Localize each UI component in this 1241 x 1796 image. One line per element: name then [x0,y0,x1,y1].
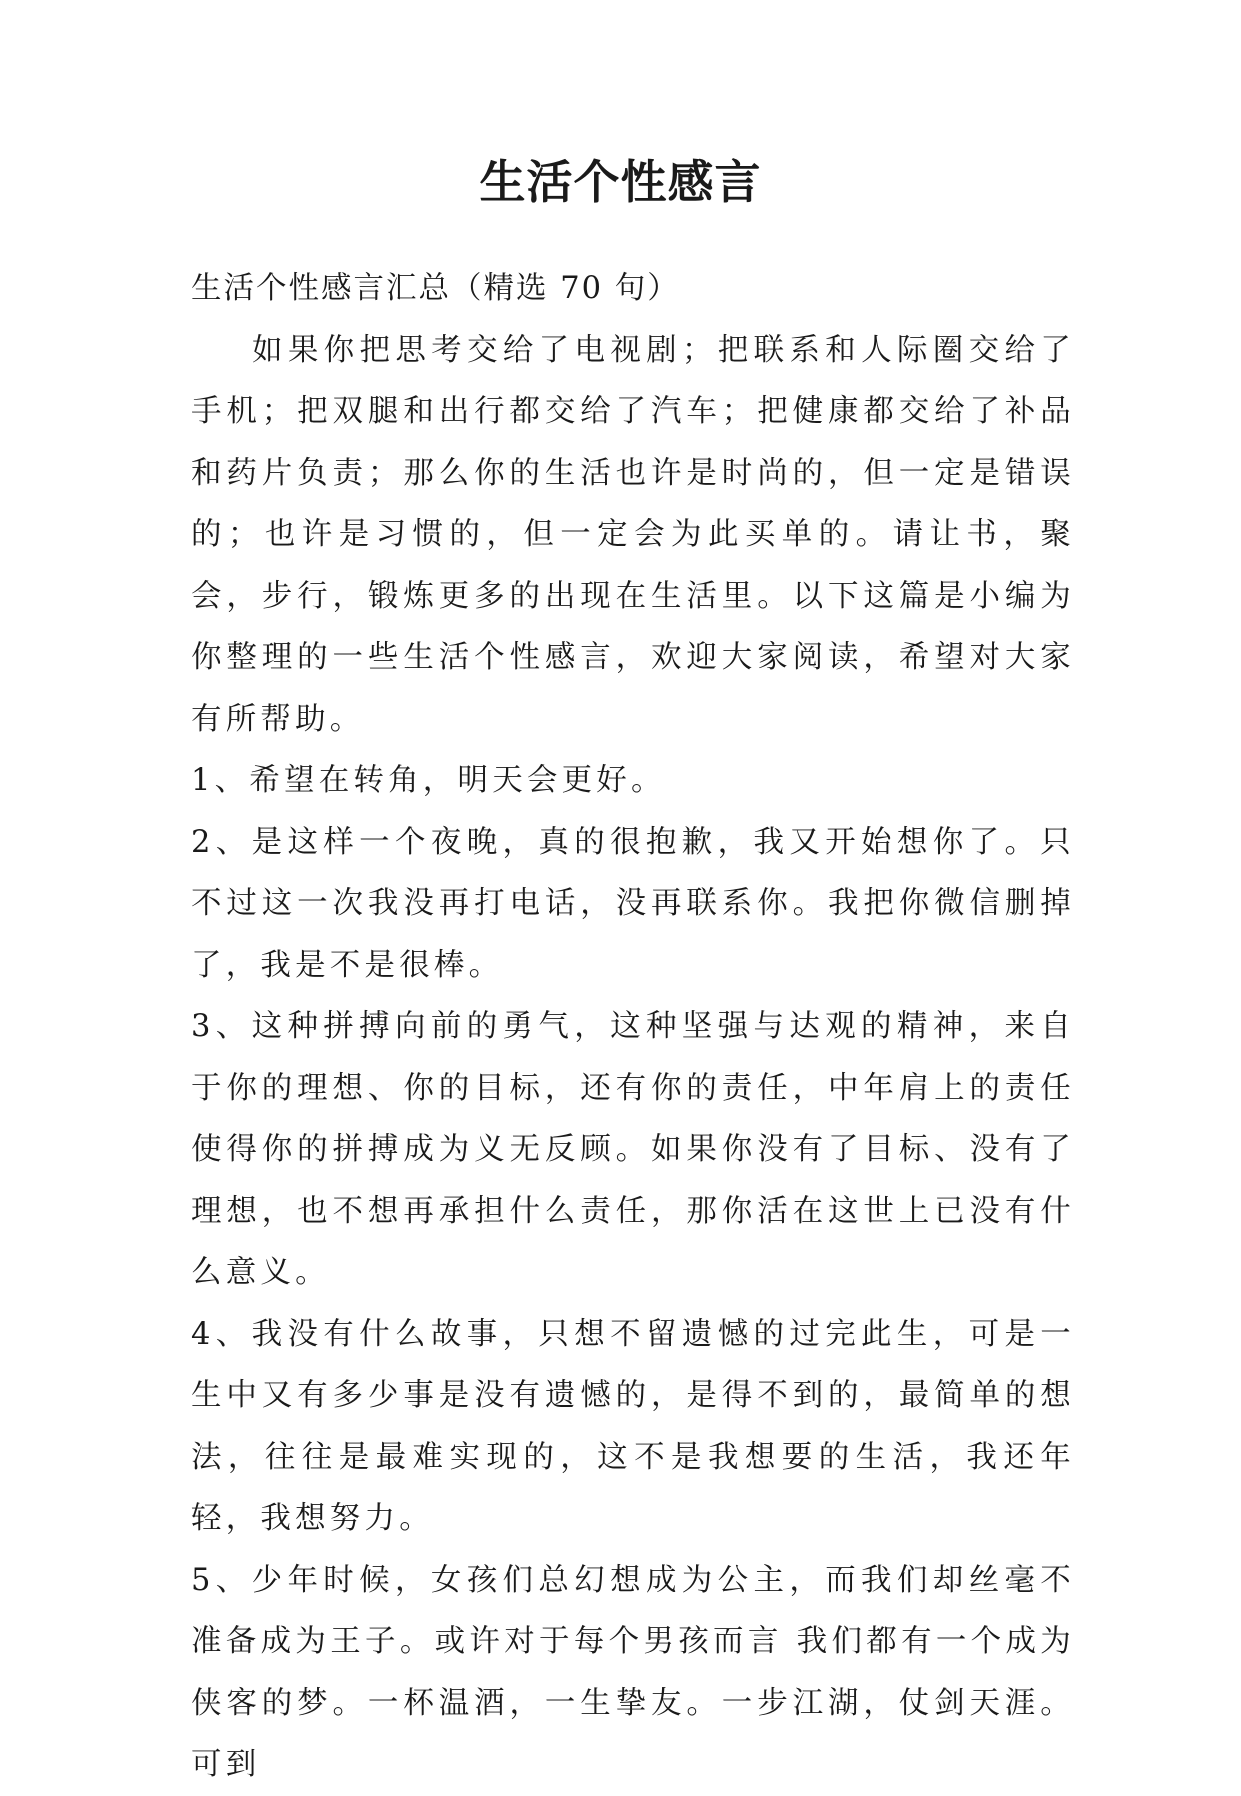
intro-paragraph: 如果你把思考交给了电视剧；把联系和人际圈交给了手机；把双腿和出行都交给了汽车；把健康都交给了补品和药片负责；那么你的生活也许是时尚的，但一定是错误的；也许是习惯的，但一定会为此买单的。请让书，聚会，步行，锻炼更多的出现在生活里。以下这篇是小编为你整理的一些生活个性感言，欢迎大家阅读，希望对大家有所帮助。 [191,332,1075,737]
quote-item-5: 5、少年时候，女孩们总幻想成为公主，而我们却丝毫不准备成为王子。或许对于每个男孩而言 我们都有一个成为侠客的梦。一杯温酒，一生挚友。一步江湖，仗剑天涯。可到 [191,1562,1075,1782]
document-body [191,258,1075,1796]
quote-item-4: 4、我没有什么故事，只想不留遗憾的过完此生，可是一生中又有多少事是没有遗憾的，是得不到的，最简单的想法，往往是最难实现的，这不是我想要的生活，我还年轻，我想努力。 [191,1316,1075,1536]
quote-item-3: 3、这种拼搏向前的勇气，这种坚强与达观的精神，来自于你的理想、你的目标，还有你的责任，中年肩上的责任使得你的拼搏成为义无反顾。如果你没有了目标、没有了理想，也不想再承担什么责任，那你活在这世上已没有什么意义。 [191,1009,1075,1290]
quote-item-1: 1、希望在转角，明天会更好。 [191,763,666,798]
document-title: 生活个性感言 [479,155,762,209]
document-subtitle: 生活个性感言汇总（精选 70 句） [191,271,680,306]
quote-item-2: 2、是这样一个夜晚，真的很抱歉，我又开始想你了。只不过这一次我没再打电话，没再联系你。我把你微信删掉了，我是不是很棒。 [191,824,1075,983]
